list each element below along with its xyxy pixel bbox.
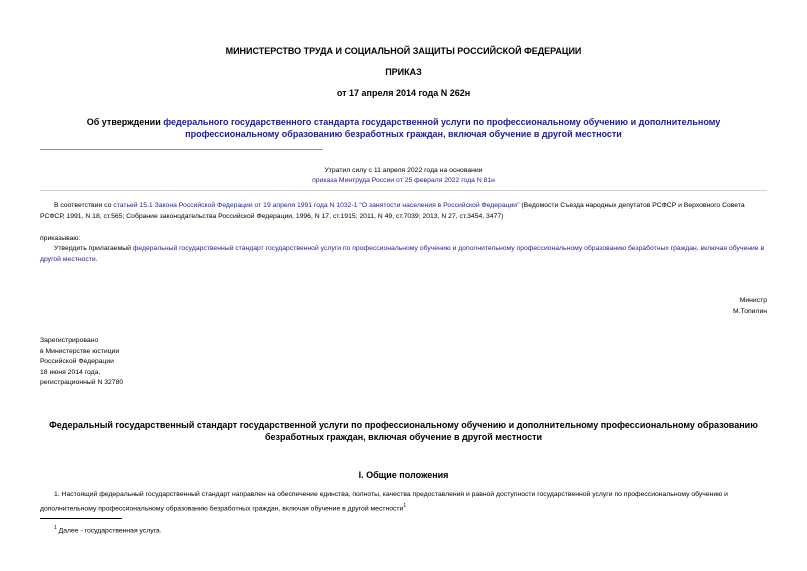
status-link[interactable]: приказа Минтруда России от 25 февраля 2022 года N 81н (312, 177, 495, 184)
ministry-heading: МИНИСТЕРСТВО ТРУДА И СОЦИАЛЬНОЙ ЗАЩИТЫ РОССИЙСКОЙ ФЕДЕРАЦИИ (225, 46, 582, 56)
preamble-link[interactable]: статьей 15.1 Закона Российской Федерации от 19 апреля 1991 года N 1032-1 "О занятости населения в Российской Федерации" (113, 202, 520, 209)
registration-line: 18 июня 2014 года, (40, 368, 101, 376)
order-suffix: . (95, 255, 98, 263)
order-prefix: Утвердить прилагаемый (54, 245, 133, 252)
doc-type-heading: ПРИКАЗ (385, 67, 422, 77)
registration-block (40, 336, 123, 389)
registration-line: Российской Федерации (40, 358, 114, 365)
paragraph-text: 1. Настоящий федеральный государственный стандарт направлен на обеспечение единства, полноты, качества предоставления и равной доступности государственной услуги по профессиональному обучению и дополнительному профессиональному образованию безработных граждан, включая обучение в другой местности (40, 491, 728, 512)
registration-line: в Министерстве юстиции (40, 347, 120, 355)
footnote-text: Далее - государственная услуга. (56, 527, 162, 535)
status-line: Утратил силу с 11 апреля 2022 года на основании (324, 167, 483, 174)
standard-title: Федеральный государственный стандарт государственной услуги по профессиональному обучению и дополнительному профессиональному образованию безработных граждан, включая обучение в другой местности (49, 420, 758, 442)
divider-status (40, 190, 767, 191)
section-paragraph (40, 490, 770, 514)
title-link[interactable]: федерального государственного стандарта государственной услуги по профессиональному обучению и дополнительному профессиональному образованию безработных граждан, включая обучение в другой местности (163, 117, 721, 139)
registration-line: регистрационный N 32780 (40, 379, 124, 386)
footnote-ref[interactable]: 1 (403, 502, 407, 509)
registration-line: Зарегистрировано (40, 337, 99, 344)
footnote-marker: 1 (54, 525, 57, 531)
signature-name: М.Топилин (733, 308, 767, 315)
footnote-divider (40, 518, 122, 519)
preamble-suffix: (Ведомости Съезда народных депутатов РСФСР и Верховного Совета РСФСР, 1991, N 18, ст.565; Собрание законодательства Российской Федерации, 1996, N 17, ст.1915; 2011, N 49, ст.7039; 2013, N 27, ст.3454, 3477) (40, 202, 745, 220)
divider-top (40, 149, 323, 150)
preamble-paragraph (40, 201, 770, 222)
order-label: приказываю: (40, 235, 81, 242)
footnote (54, 523, 162, 537)
title-prefix: Об утверждении (86, 117, 164, 127)
order-paragraph (40, 244, 770, 265)
signature-position: Министр (739, 297, 767, 304)
preamble-prefix: В соответствии со (54, 202, 114, 209)
date-number: от 17 апреля 2014 года N 262н (336, 88, 471, 98)
order-link[interactable]: федеральный государственный стандарт государственной услуги по профессиональному обучению и дополнительному профессиональному образованию безработных граждан, включая обучение в другой местности (40, 245, 765, 263)
document-title (40, 116, 767, 140)
section-heading: I. Общие положения (358, 470, 449, 480)
